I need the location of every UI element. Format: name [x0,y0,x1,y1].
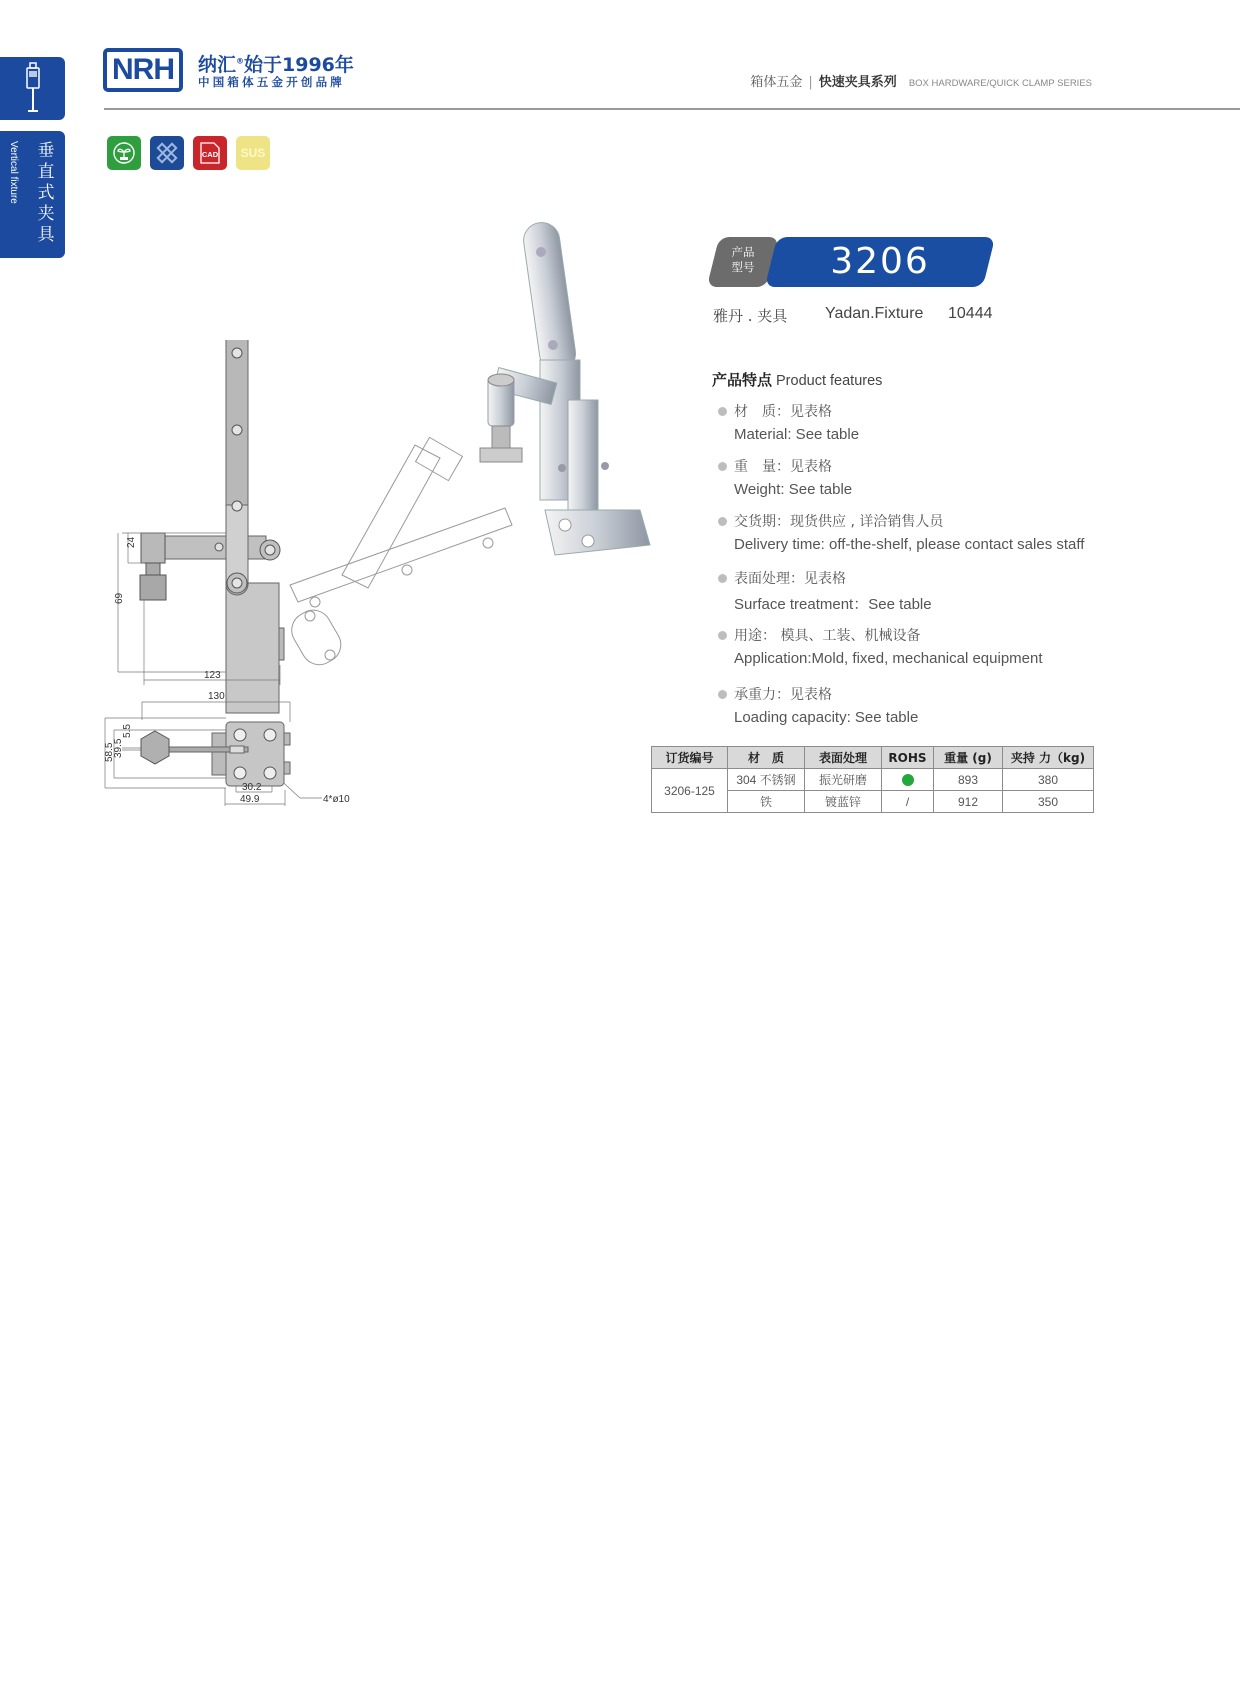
svg-text:30.2: 30.2 [242,782,262,793]
feature-badges [107,136,270,170]
breadcrumb-category-en: BOX HARDWARE/QUICK CLAMP SERIES [908,78,1092,89]
breadcrumb-category-primary[interactable]: 箱体五金 [750,75,803,90]
category-cn-label: 垂 直 式 夹 具 [37,141,55,245]
model-number: 3206 [830,241,930,282]
surface-cell: 振光研磨 [805,769,882,791]
sidebar-tab-vertical-fixture[interactable] [0,131,65,258]
surface-cell: 镀蓝锌 [805,791,882,813]
breadcrumb-separator: | [808,75,813,90]
rohs-cell [882,769,934,791]
product-name-cn: 雅丹 . 夹具 [713,307,788,325]
svg-text:CAD: CAD [201,150,219,159]
eco-icon [107,136,141,170]
bullet-icon [718,517,727,526]
svg-text:123: 123 [204,670,221,681]
weight-cell: 893 [934,769,1003,791]
vertical-clamp-icon [24,62,42,116]
col-surface: 表面处理 [805,747,882,769]
rohs-compliant-icon [902,774,914,786]
material-cell: 铁 [728,791,805,813]
features-title: 产品特点 Product features [712,371,883,389]
svg-text:5.5: 5.5 [122,724,133,738]
sidebar-tab-product-icon[interactable] [0,57,65,120]
table-row [652,769,1094,791]
bullet-icon [718,690,727,699]
col-rohs: ROHS [882,747,934,769]
svg-text:4*ø10: 4*ø10 [323,794,350,805]
table-header-row [652,747,1094,769]
force-cell: 350 [1003,791,1094,813]
bullet-icon [718,462,727,471]
cad-icon [193,136,227,170]
model-tag-label: 产品 型号 [731,245,755,274]
svg-text:39.5: 39.5 [113,738,124,758]
bullet-icon [718,574,727,583]
sus-icon: SUS [236,136,270,170]
brand-slogan: 纳汇®始于1996年 [198,54,354,76]
spec-table [651,746,1094,813]
col-order-no: 订货编号 [652,747,728,769]
tools-icon [150,136,184,170]
category-en-label: Vertical fixture [8,141,19,204]
nrh-logo: NRH [103,48,183,92]
order-no-cell: 3206-125 [652,769,728,813]
bullet-icon [718,407,727,416]
breadcrumb-category-secondary[interactable]: 快速夹具系列 [818,75,897,90]
col-weight: 重量 (g) [934,747,1003,769]
col-force: 夹持 力（kg) [1003,747,1094,769]
product-name-en: Yadan.Fixture [825,305,924,322]
material-cell: 304 不锈钢 [728,769,805,791]
product-photo [450,200,690,580]
product-code: 10444 [948,305,993,322]
rohs-cell: / [882,791,934,813]
force-cell: 380 [1003,769,1094,791]
svg-text:49.9: 49.9 [240,794,260,805]
svg-text:24: 24 [126,536,137,548]
bullet-icon [718,631,727,640]
col-material: 材 质 [728,747,805,769]
breadcrumb [750,71,1092,90]
svg-text:130: 130 [208,691,225,702]
brand-tagline: 中国箱体五金开创品牌 [198,75,345,89]
product-subtitle [713,305,993,326]
weight-cell: 912 [934,791,1003,813]
svg-text:69: 69 [114,592,125,604]
svg-text:58.5: 58.5 [104,742,115,762]
header-divider [104,108,1240,110]
